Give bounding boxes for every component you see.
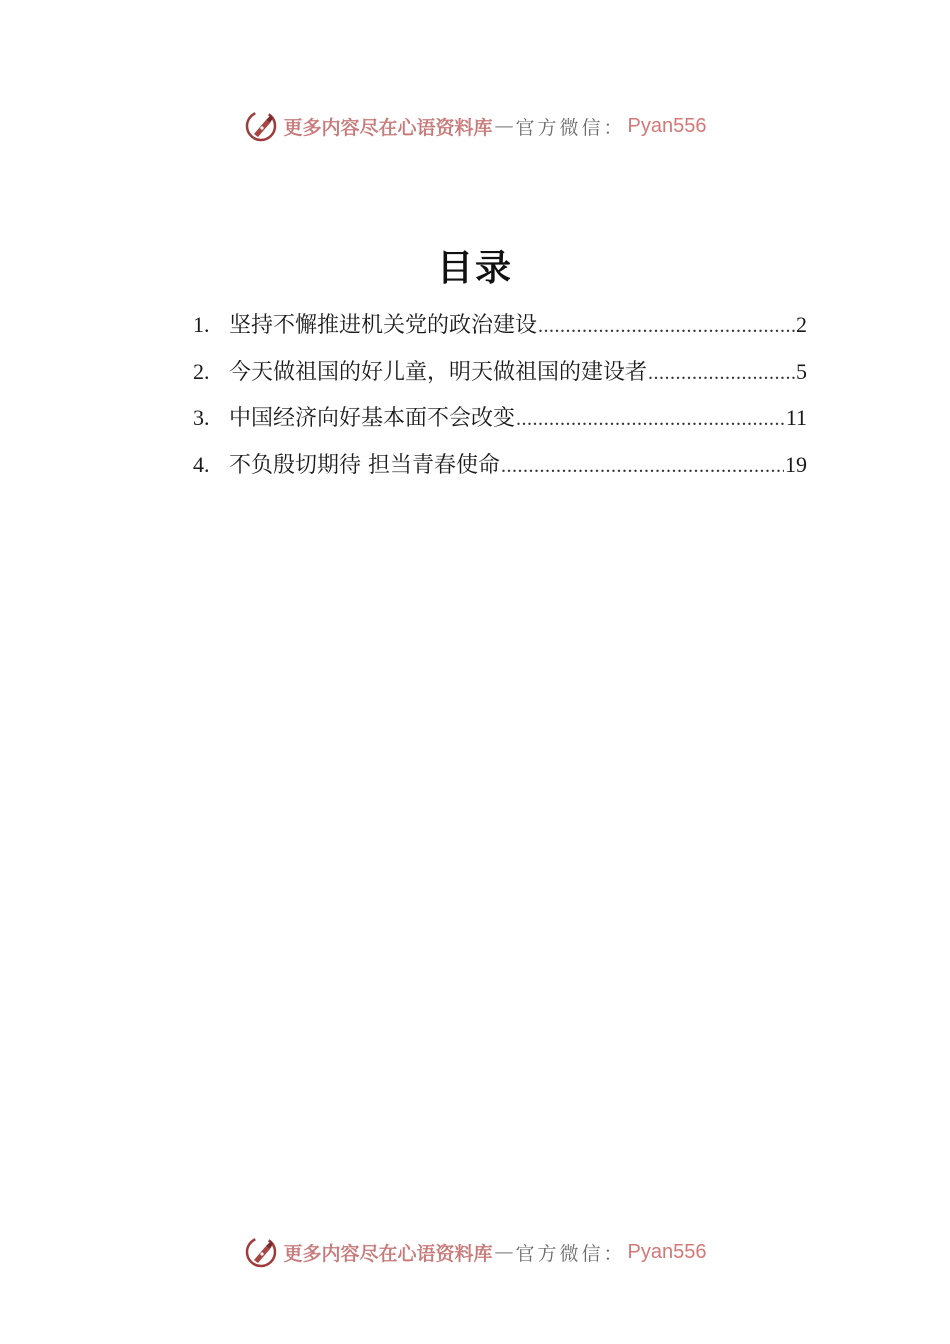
toc-entry-page: 19: [785, 451, 807, 477]
toc-entry-number: 1.: [193, 312, 210, 337]
header-official-label: 官方微信：: [515, 116, 626, 139]
toc-entry-number: 2.: [193, 358, 210, 384]
toc-leader-dots: [648, 362, 795, 385]
header-brand-text: 更多内容尽在心语资料库: [283, 116, 493, 139]
toc-entry-title: 不负殷切期待 担当青春使命: [229, 452, 500, 478]
toc-entry-4[interactable]: [193, 448, 807, 495]
footer-account-id: Pyan556: [627, 1240, 707, 1263]
toc-entry-title: 今天做祖国的好儿童，明天做祖国的建设者: [229, 359, 648, 385]
header-dash: —: [494, 115, 514, 137]
footer-brand-text: 更多内容尽在心语资料库: [283, 1242, 493, 1265]
toc-entry-page: 11: [785, 405, 807, 430]
header-banner: [0, 106, 950, 146]
footer-official-label: 官方微信：: [515, 1242, 626, 1265]
header-account-id: Pyan556: [627, 114, 707, 137]
footer-dash: —: [494, 1241, 514, 1263]
toc-entry-number: 3.: [193, 405, 210, 430]
toc-leader-dots: [501, 455, 784, 478]
toc-leader-dots: [538, 315, 795, 338]
toc-list: [193, 308, 807, 494]
toc-entry-page: 5: [796, 358, 807, 384]
toc-entry-number: 4.: [193, 451, 210, 477]
toc-entry-title: 中国经济向好基本面不会改变: [229, 406, 516, 431]
toc-title: 目录: [436, 247, 513, 289]
toc-entry-title: 坚持不懈推进机关党的政治建设: [229, 313, 538, 338]
toc-entry-page: 2: [796, 312, 807, 337]
footer-banner: [0, 1232, 950, 1272]
toc-entry-3[interactable]: [193, 401, 807, 448]
pen-nib-logo-icon: [244, 1235, 278, 1269]
toc-entry-2[interactable]: [193, 355, 807, 402]
toc-leader-dots: [516, 408, 785, 431]
toc-entry-1[interactable]: [193, 308, 807, 355]
pen-nib-logo-icon: [244, 109, 278, 143]
